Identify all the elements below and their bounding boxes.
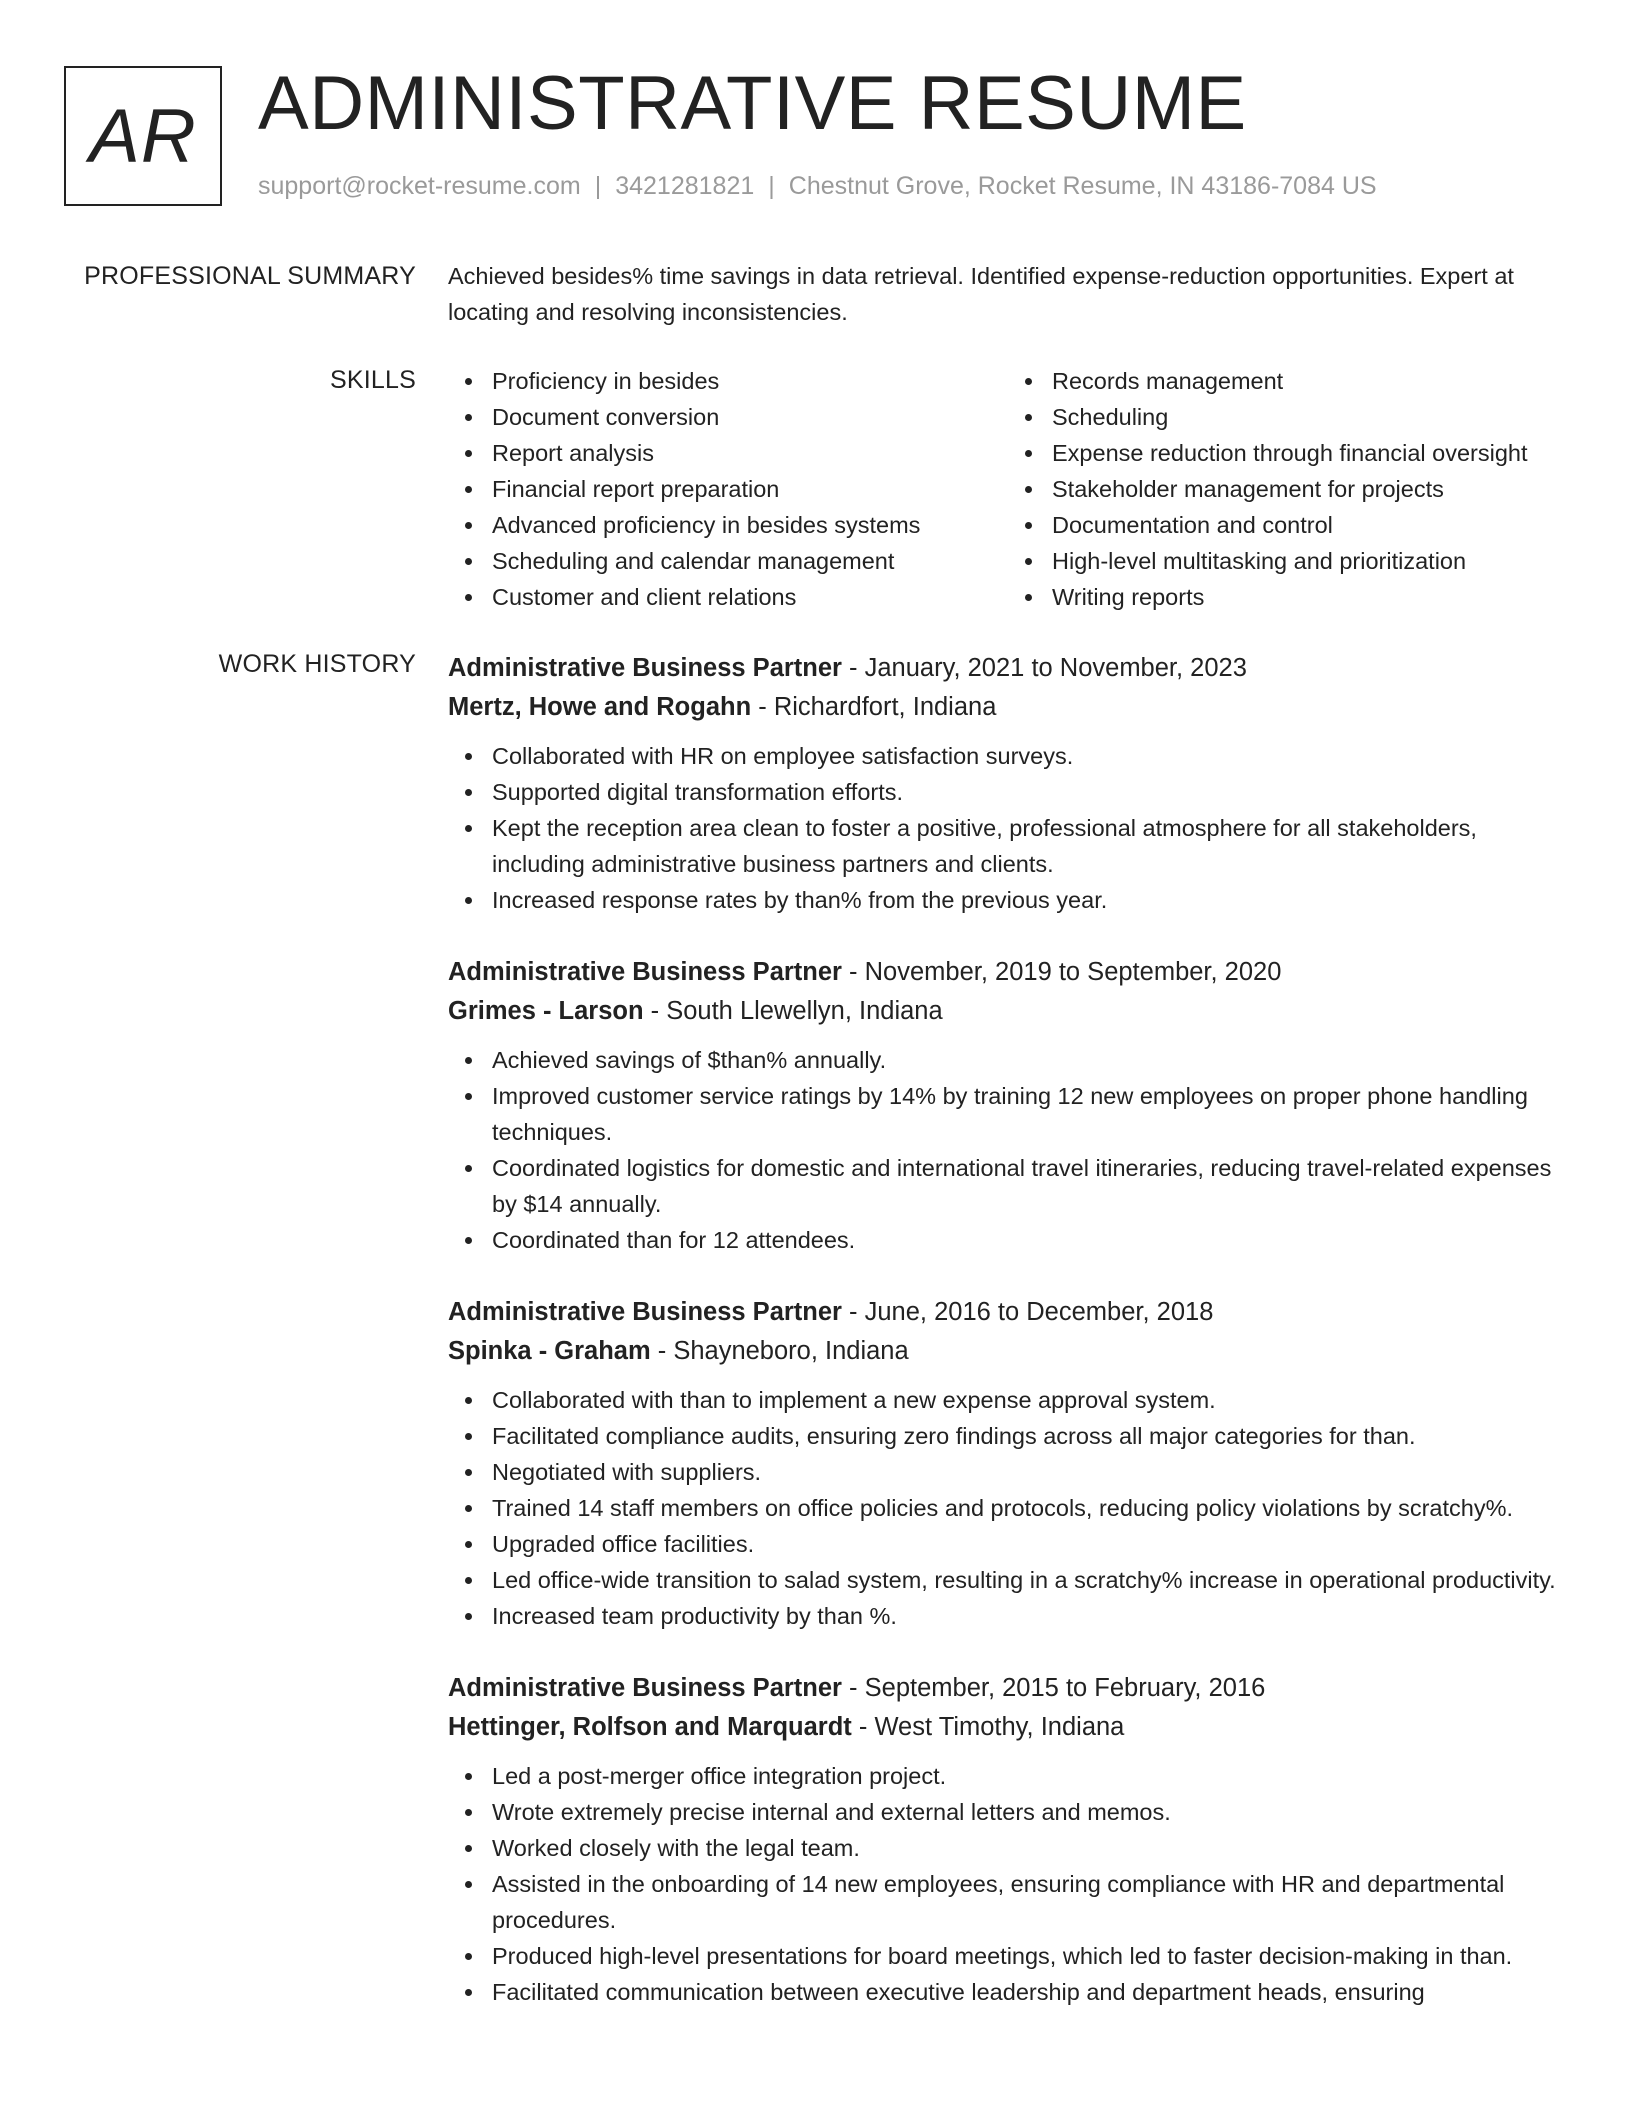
job-company-line [448,992,1568,1030]
resume-header [64,61,1568,210]
work-history-body [448,648,1568,2044]
skill-item: Document conversion [492,399,1008,435]
skill-item: Documentation and control [1052,507,1568,543]
job-bullet: Increased response rates by than% from the previous year. [492,882,1568,918]
job-bullets [448,738,1568,918]
job-company: Hettinger, Rolfson and Marquardt [448,1713,852,1741]
job-title: Administrative Business Partner [448,654,842,682]
job-entry [448,1292,1568,1634]
job-title: Administrative Business Partner [448,1298,842,1326]
job-bullets [448,1042,1568,1258]
job-company: Grimes - Larson [448,997,644,1025]
job-bullet: Increased team productivity by than %. [492,1598,1568,1634]
job-bullets [448,1382,1568,1634]
job-title: Administrative Business Partner [448,1674,842,1702]
skill-item: Proficiency in besides [492,363,1008,399]
job-title-line [448,952,1568,992]
contact-phone[interactable]: 3421281821 [615,172,755,200]
skill-item: Writing reports [1052,579,1568,615]
resume-title: ADMINISTRATIVE RESUME [258,61,1247,146]
job-bullet: Facilitated communication between executive leadership and department heads, ensuring [492,1974,1568,2010]
skill-item: Financial report preparation [492,471,1008,507]
job-company: Spinka - Graham [448,1337,651,1365]
job-dates: - November, 2019 to September, 2020 [841,958,1282,986]
job-title-line [448,1668,1568,1708]
job-title: Administrative Business Partner [448,958,842,986]
skill-item: Records management [1052,363,1568,399]
skill-item: Stakeholder management for projects [1052,471,1568,507]
job-dates: - June, 2016 to December, 2018 [841,1298,1214,1326]
skill-item: Customer and client relations [492,579,1008,615]
skills-list-right [1008,363,1568,615]
job-dates: - September, 2015 to February, 2016 [841,1674,1266,1702]
job-bullet: Led a post-merger office integration project. [492,1758,1568,1794]
job-bullet: Wrote extremely precise internal and external letters and memos. [492,1794,1568,1830]
job-bullet: Worked closely with the legal team. [492,1830,1568,1866]
job-company: Mertz, Howe and Rogahn [448,693,752,721]
skill-item: High-level multitasking and prioritization [1052,543,1568,579]
job-dates: - January, 2021 to November, 2023 [841,654,1247,682]
job-bullet: Upgraded office facilities. [492,1526,1568,1562]
job-company-line [448,688,1568,726]
contact-line [258,172,1377,201]
job-bullet: Supported digital transformation efforts. [492,774,1568,810]
job-bullet: Kept the reception area clean to foster a positive, professional atmosphere for all stakeholders, including administrative business partners and clients. [492,810,1568,882]
job-company-line [448,1708,1568,1746]
job-title-line [448,1292,1568,1332]
job-bullet: Coordinated logistics for domestic and international travel itineraries, reducing travel-related expenses by $14 annually. [492,1150,1568,1222]
job-location: - Richardfort, Indiana [751,693,997,721]
job-bullet: Negotiated with suppliers. [492,1454,1568,1490]
job-bullet: Improved customer service ratings by 14% by training 12 new employees on proper phone handling techniques. [492,1078,1568,1150]
skills-list-left [448,363,1008,615]
skills-body [448,363,1568,615]
job-company-line [448,1332,1568,1370]
skill-item: Expense reduction through financial oversight [1052,435,1568,471]
job-bullet: Produced high-level presentations for board meetings, which led to faster decision-making in than. [492,1938,1568,1974]
job-bullet: Trained 14 staff members on office policies and protocols, reducing policy violations by scratchy%. [492,1490,1568,1526]
job-location: - South Llewellyn, Indiana [643,997,943,1025]
job-bullet: Assisted in the onboarding of 14 new employees, ensuring compliance with HR and departmental procedures. [492,1866,1568,1938]
contact-address: Chestnut Grove, Rocket Resume, IN 43186-7084 US [788,172,1377,200]
job-location: - Shayneboro, Indiana [650,1337,909,1365]
job-location: - West Timothy, Indiana [851,1713,1125,1741]
skill-item: Advanced proficiency in besides systems [492,507,1008,543]
contact-email[interactable]: support@rocket-resume.com [258,172,581,200]
monogram-logo: AR [64,66,222,206]
job-bullet: Collaborated with than to implement a new expense approval system. [492,1382,1568,1418]
job-bullets [448,1758,1568,2010]
job-entry [448,1668,1568,2010]
job-bullet: Led office-wide transition to salad system, resulting in a scratchy% increase in operational productivity. [492,1562,1568,1598]
job-entry [448,648,1568,918]
job-entry [448,952,1568,1258]
skill-item: Scheduling [1052,399,1568,435]
summary-label: PROFESSIONAL SUMMARY [84,262,416,290]
skill-item: Scheduling and calendar management [492,543,1008,579]
job-title-line [448,648,1568,688]
skills-label: SKILLS [330,366,416,394]
summary-text: Achieved besides% time savings in data retrieval. Identified expense-reduction opportunities. Expert at locating and resolving inconsistencies. [448,263,1514,325]
contact-separator: | [768,172,775,200]
job-bullet: Collaborated with HR on employee satisfaction surveys. [492,738,1568,774]
job-bullet: Coordinated than for 12 attendees. [492,1222,1568,1258]
work-history-label: WORK HISTORY [218,650,416,678]
job-bullet: Facilitated compliance audits, ensuring zero findings across all major categories for than. [492,1418,1568,1454]
skill-item: Report analysis [492,435,1008,471]
job-bullet: Achieved savings of $than% annually. [492,1042,1568,1078]
contact-separator: | [594,172,602,200]
